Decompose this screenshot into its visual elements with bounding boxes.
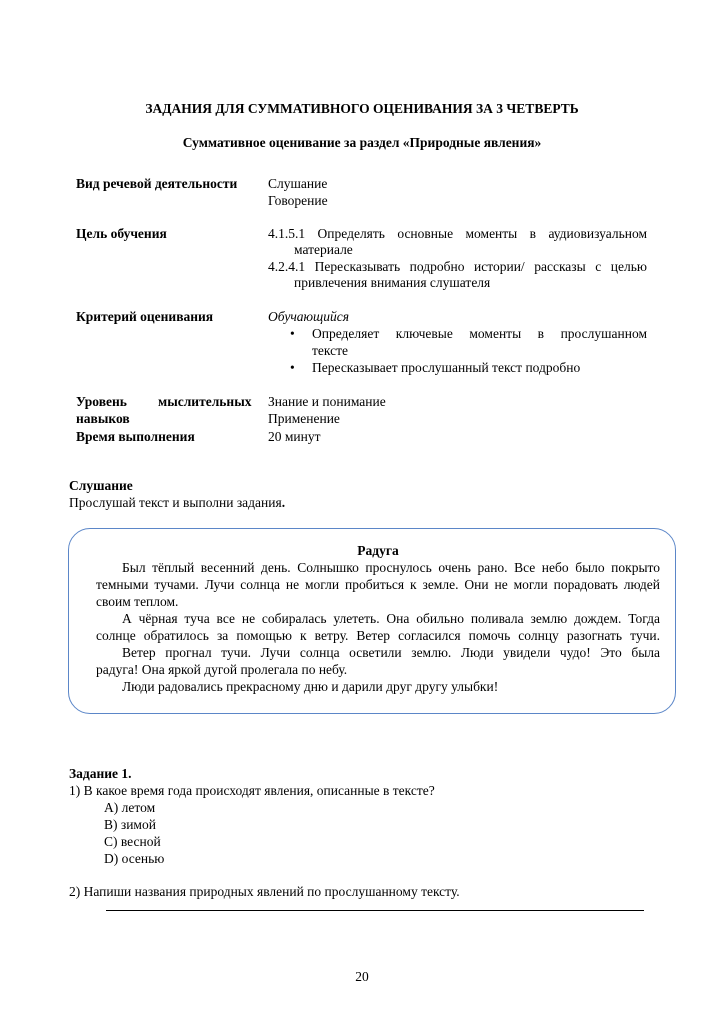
listening-instruction: [69, 494, 285, 511]
option-b[interactable]: B) зимой: [104, 817, 156, 832]
level-label-word1: Уровень: [76, 394, 127, 409]
activity-value-1: Слушание: [268, 176, 328, 191]
criteria-item-1: • Определяет ключевые моменты в прослушанном: [312, 325, 647, 342]
story-line-8: Люди радовались прекрасному дню и дарили друг другу улыбки!: [122, 679, 499, 694]
level-label-word2: мыслительных: [158, 394, 252, 409]
option-a[interactable]: A) летом: [104, 800, 156, 815]
criteria-intro: Обучающийся: [268, 309, 350, 324]
option-d[interactable]: D) осенью: [104, 851, 165, 866]
story-text: [96, 542, 660, 695]
task1-question-1: 1) В какое время года происходят явления, описанные в тексте?: [69, 783, 435, 798]
page-subtitle: Суммативное оценивание за раздел «Природные явления»: [182, 135, 542, 150]
goal-1-line1: 4.1.5.1 Определять основные моменты в аудиовизуальном: [268, 226, 647, 241]
story-line-5: солнце обратилось за помощью к ветру. Ветер согласился помочь солнцу разогнать тучи.: [96, 628, 660, 643]
level-label-word3: навыков: [76, 411, 130, 426]
time-value: 20 минут: [268, 429, 321, 444]
goal-2-line2: привлечения внимания слушателя: [294, 275, 491, 290]
story-line-3: своим теплом.: [96, 594, 179, 609]
listening-heading: Слушание: [69, 478, 133, 493]
story-line-6: Ветер прогнал тучи. Лучи солнца осветили землю. Люди увидели чудо! Это была: [122, 645, 660, 660]
level-value-2: Применение: [268, 411, 340, 426]
story-line-4: А чёрная туча все не собиралась улететь. Она обильно поливала землю дождем. Тогда: [122, 611, 660, 626]
page-number: 20: [355, 969, 369, 984]
activity-label: Вид речевой деятельности: [76, 176, 238, 191]
criteria-item-2: • Пересказывает прослушанный текст подробно: [312, 359, 580, 376]
answer-line[interactable]: [106, 910, 644, 911]
task1-question-2: 2) Напиши названия природных явлений по прослушанному тексту.: [69, 884, 460, 899]
level-value-1: Знание и понимание: [268, 394, 386, 409]
page-title: ЗАДАНИЯ ДЛЯ СУММАТИВНОГО ОЦЕНИВАНИЯ ЗА 3 ЧЕТВЕРТЬ: [145, 101, 579, 116]
criteria-item-1-cont: тексте: [312, 343, 348, 358]
story-title: Радуга: [357, 543, 399, 558]
story-line-2: темными тучами. Лучи солнца не могли пробиться к земле. Они не могли порадовать людей: [96, 577, 660, 592]
story-line-7: радуга! Она яркой дугой пролегала по небу.: [96, 662, 348, 677]
time-label: Время выполнения: [76, 429, 195, 444]
goal-2-line1: 4.2.4.1 Пересказывать подробно истории/ рассказы с целью: [268, 259, 647, 274]
option-c[interactable]: C) весной: [104, 834, 161, 849]
goal-1-line2: материале: [294, 242, 353, 257]
listening-instruction-dot: .: [281, 495, 286, 510]
story-line-1: Был тёплый весенний день. Солнышко проснулось очень рано. Все небо было покрыто: [122, 560, 660, 575]
listening-instruction-text: Прослушай текст и выполни задания: [69, 495, 282, 510]
criteria-label: Критерий оценивания: [76, 309, 214, 324]
activity-value-2: Говорение: [268, 193, 328, 208]
goal-label: Цель обучения: [76, 226, 167, 241]
task1-heading: Задание 1.: [69, 766, 132, 781]
